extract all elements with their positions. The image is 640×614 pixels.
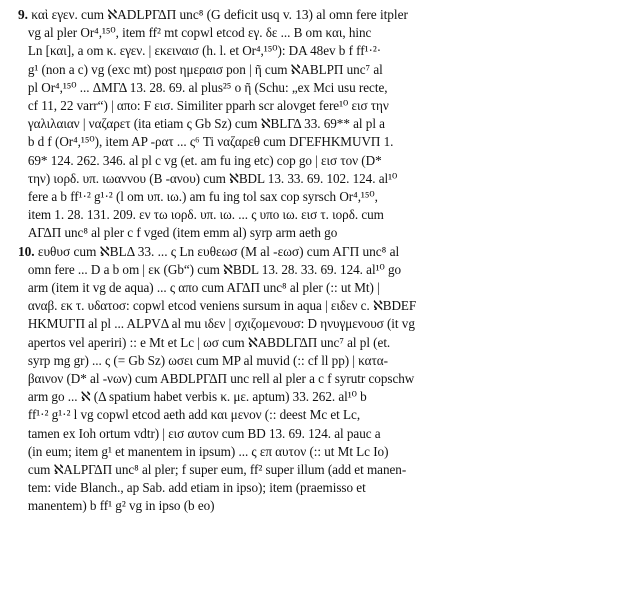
apparatus-line: pl Or⁴,¹⁵⁰ ... ΔMΓΔ 13. 28. 69. al plus²⁵ o ῆ (Schu: „ex Mci usu recte, (27, 79, 388, 95)
entry-verse-9 (18, 6, 630, 243)
apparatus-line: arm go ... ℵ (Δ spatium habet verbis κ. με. aptum) 33. 262. al¹⁰ b (27, 389, 367, 405)
apparatus-line: arm (item it vg de aqua) ... ς απο cum AΓΔΠ unc⁸ al pler (:: ut Mt) | (27, 280, 380, 296)
verse-number: 10. (18, 243, 35, 259)
apparatus-line: tem: vide Blanch., ap Sab. add etiam in ipso); item (praemisso et (27, 480, 366, 496)
apparatus-line (18, 243, 630, 261)
verse-number: 9. (18, 7, 28, 22)
apparatus-line: βαινον (D* al -νων) cum ABDLPΓΔΠ unc rell al pler a c f syrutr copschw (27, 371, 415, 387)
apparatus-line: syrp mg gr) ... ς (= Gb Sz) ωσει cum MP al muvid (:: cf ll pp) | κατα- (27, 352, 388, 368)
apparatus-line (18, 6, 630, 24)
apparatus-line: g¹ (non a c) vg (exc mt) post ημεραισ pon | ῆ cum ℵABLPΠ unc⁷ al (27, 61, 383, 77)
apparatus-line: cf 11, 22 varr“) | απο: F εισ. Similiter pparh scr alovget fere¹⁰ εισ την (27, 98, 389, 114)
apparatus-line: manentem) b ff¹ g² vg in ipso (b eo) (27, 498, 215, 514)
apparatus-line: apertos vel aperiri) :: e Mt et Lc | ωσ cum ℵABDLΓΔΠ unc⁷ al pl (et. (27, 334, 391, 350)
apparatus-text: ευθυσ cum ℵBLΔ 33. ... ς Ln ευθεωσ (M al -εωσ) cum AΓΠ unc⁸ al (37, 243, 400, 259)
apparatus-line: Ln [και], a om κ. εγεν. | εκειναισ (h. l. et Or⁴,¹⁵⁰): DA 48ev b f ff¹·²· (27, 43, 382, 59)
apparatus-line: tamen ex Ioh ortum vdtr) | εισ αυτον cum BD 13. 69. 124. al pauc a (27, 425, 381, 441)
apparatus-line: (in eum; item g¹ et manentem in ipsum) ... ς επ αυτον (:: ut Mt Lc Io) (27, 443, 389, 459)
apparatus-line: vg al pler Or⁴,¹⁵⁰, item ff² mt copwl etcod εγ. δε ... B om και, hinc (27, 25, 372, 41)
apparatus-line: omn fere ... D a b om | εκ (Gb“) cum ℵBDL 13. 28. 33. 69. 124. al¹⁰ go (27, 261, 402, 277)
apparatus-line: AΓΔΠ unc⁸ al pler c f vged (item emm al) syrp arm aeth go (27, 225, 338, 241)
apparatus-line: γαλιλαιαν | ναζαρετ (ita etiam ς Gb Sz) cum ℵBLΓΔ 33. 69** al pl a (27, 116, 385, 132)
apparatus-line: αναβ. εκ τ. υδατοσ: copwl etcod veniens sursum in aqua | ειδεν c. ℵBDEF (27, 298, 417, 314)
apparatus-line: fere a b ff¹·² g¹·² (l om υπ. ιω.) am fu ing tol sax cop syrsch Or⁴,¹⁵⁰, (27, 189, 378, 205)
apparatus-line: 69* 124. 262. 346. al pl c vg (et. am fu ing etc) cop go | εισ τον (D* (27, 152, 382, 168)
entry-verse-10 (18, 243, 630, 516)
apparatus-line: item 1. 28. 131. 209. εν τω ιορδ. υπ. ιω. ... ς υπο ιω. εισ τ. ιορδ. cum (27, 207, 384, 223)
apparatus-line: HKMUΓΠ al pl ... ALPVΔ al mu ιδεν | σχιζομενουσ: D ηνυγμενουσ (it vg (27, 316, 415, 332)
apparatus-line: cum ℵALPΓΔΠ unc⁸ al pler; f super eum, ff² super illum (add et manen- (27, 462, 407, 478)
apparatus-line: ff¹·² g¹·² l vg copwl etcod aeth add και μενον (:: deest Mc et Lc, (27, 407, 361, 423)
apparatus-text: καὶ εγεν. cum ℵADLPΓΔΠ unc⁸ (G deficit usq v. 13) al omn fere itpler (31, 7, 408, 22)
apparatus-line: b d f (Or⁴,¹⁵⁰), item AP -ρατ ... ς⁶ Ti ναζαρεθ cum DΓEFHKMUVΠ 1. (27, 134, 394, 150)
apparatus-line: την) ιορδ. υπ. ιωαννου (B -ανου) cum ℵBDL 13. 33. 69. 102. 124. al¹⁰ (27, 170, 398, 186)
